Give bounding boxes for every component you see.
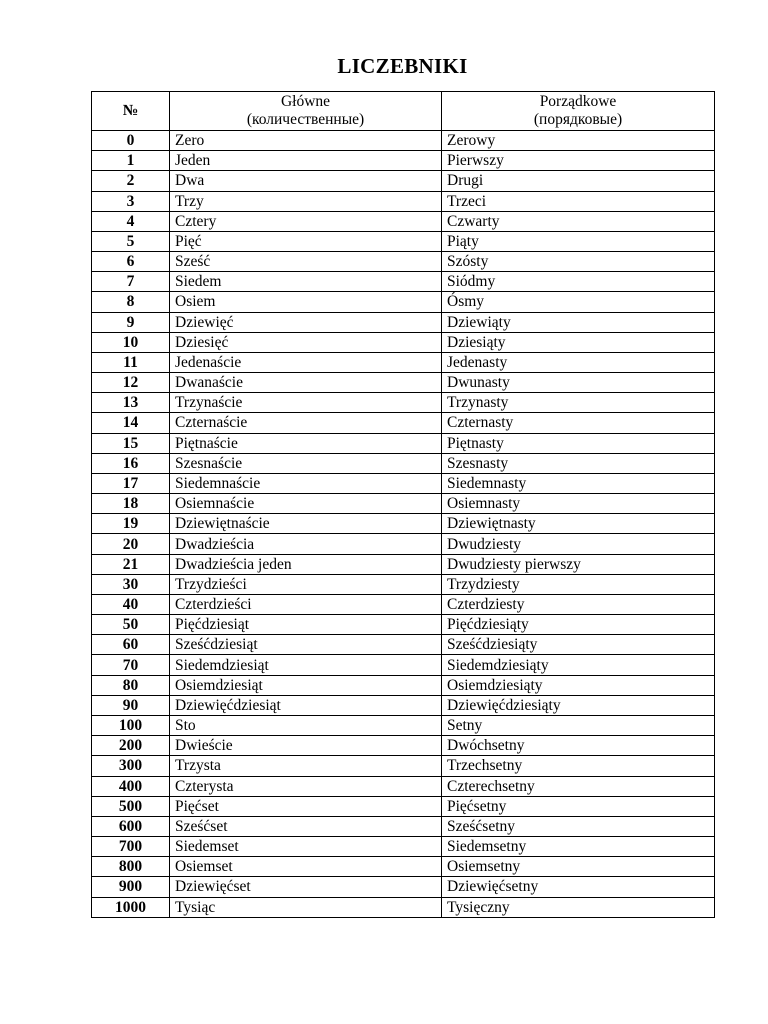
cardinal-cell: Dziewięćset [170,877,442,897]
ordinal-cell: Sześćdziesiąty [442,635,715,655]
table-row [92,433,715,453]
cardinal-cell: Sto [170,715,442,735]
ordinal-cell: Siódmy [442,272,715,292]
number-cell: 7 [92,272,170,292]
table-row [92,231,715,251]
ordinal-cell: Sześćsetny [442,816,715,836]
table-row [92,655,715,675]
cardinal-cell: Trzy [170,191,442,211]
cardinal-cell: Siedemnaście [170,473,442,493]
cardinal-cell: Szesnaście [170,453,442,473]
number-cell: 21 [92,554,170,574]
number-cell: 12 [92,373,170,393]
number-cell: 100 [92,715,170,735]
table-row [92,494,715,514]
ordinal-cell: Osiemdziesiąty [442,675,715,695]
table-row [92,252,715,272]
table-body [92,131,715,918]
table-row [92,453,715,473]
ordinal-cell: Pięćsetny [442,796,715,816]
number-cell: 20 [92,534,170,554]
table-row [92,514,715,534]
ordinal-cell: Dziewięćdziesiąty [442,695,715,715]
table-row [92,312,715,332]
cardinal-cell: Dwieście [170,736,442,756]
ordinal-cell: Szesnasty [442,453,715,473]
column-header-ordinal [442,92,715,131]
number-cell: 50 [92,615,170,635]
number-cell: 1000 [92,897,170,917]
number-cell: 300 [92,756,170,776]
number-cell: 19 [92,514,170,534]
number-cell: 40 [92,594,170,614]
cardinal-cell: Dziewięć [170,312,442,332]
table-row [92,756,715,776]
cardinal-cell: Czterdzieści [170,594,442,614]
column-header-cardinal-russian: (количественные) [246,111,365,128]
ordinal-cell: Dwudziesty [442,534,715,554]
table-row [92,151,715,171]
ordinal-cell: Czwarty [442,211,715,231]
cardinal-cell: Sześćset [170,816,442,836]
ordinal-cell: Siedemdziesiąty [442,655,715,675]
column-header-number: № [92,92,170,131]
table-row [92,736,715,756]
cardinal-cell: Dwanaście [170,373,442,393]
ordinal-cell: Trzydziesty [442,574,715,594]
table-row [92,171,715,191]
table-row [92,615,715,635]
ordinal-cell: Czterechsetny [442,776,715,796]
number-cell: 3 [92,191,170,211]
number-cell: 4 [92,211,170,231]
cardinal-cell: Pięćset [170,796,442,816]
column-header-ordinal-russian: (порядковые) [533,111,623,128]
cardinal-cell: Sześć [170,252,442,272]
table-row [92,473,715,493]
cardinal-cell: Cztery [170,211,442,231]
ordinal-cell: Piąty [442,231,715,251]
ordinal-cell: Trzeci [442,191,715,211]
ordinal-cell: Siedemsetny [442,837,715,857]
cardinal-cell: Tysiąc [170,897,442,917]
cardinal-cell: Osiemdziesiąt [170,675,442,695]
number-cell: 500 [92,796,170,816]
table-row [92,554,715,574]
number-cell: 15 [92,433,170,453]
number-cell: 18 [92,494,170,514]
number-cell: 600 [92,816,170,836]
table-row [92,292,715,312]
cardinal-cell: Trzydzieści [170,574,442,594]
ordinal-cell: Trzechsetny [442,756,715,776]
ordinal-cell: Dziewięćsetny [442,877,715,897]
number-cell: 900 [92,877,170,897]
column-header-cardinal [170,92,442,131]
number-cell: 9 [92,312,170,332]
ordinal-cell: Trzynasty [442,393,715,413]
number-cell: 60 [92,635,170,655]
ordinal-cell: Siedemnasty [442,473,715,493]
table-row [92,534,715,554]
cardinal-cell: Trzysta [170,756,442,776]
ordinal-cell: Tysięczny [442,897,715,917]
table-row [92,816,715,836]
table-row [92,393,715,413]
cardinal-cell: Jeden [170,151,442,171]
cardinal-cell: Siedemset [170,837,442,857]
ordinal-cell: Ósmy [442,292,715,312]
cardinal-cell: Dziewięćdziesiąt [170,695,442,715]
cardinal-cell: Trzynaście [170,393,442,413]
number-cell: 11 [92,352,170,372]
cardinal-cell: Dziesięć [170,332,442,352]
ordinal-cell: Dwudziesty pierwszy [442,554,715,574]
number-cell: 16 [92,453,170,473]
number-cell: 30 [92,574,170,594]
table-row [92,352,715,372]
table-row [92,695,715,715]
cardinal-cell: Jedenaście [170,352,442,372]
cardinal-cell: Dwadzieścia jeden [170,554,442,574]
number-cell: 2 [92,171,170,191]
table-row [92,272,715,292]
table-row [92,211,715,231]
cardinal-cell: Siedem [170,272,442,292]
page-title: LICZEBNIKI [337,54,468,78]
table-row [92,776,715,796]
table-row [92,796,715,816]
table-row [92,373,715,393]
ordinal-cell: Setny [442,715,715,735]
ordinal-cell: Drugi [442,171,715,191]
cardinal-cell: Dwa [170,171,442,191]
table-header-row [92,92,715,131]
ordinal-cell: Dziewiętnasty [442,514,715,534]
number-cell: 800 [92,857,170,877]
table-row [92,715,715,735]
number-cell: 80 [92,675,170,695]
cardinal-cell: Pięćdziesiąt [170,615,442,635]
number-cell: 8 [92,292,170,312]
ordinal-cell: Osiemsetny [442,857,715,877]
ordinal-cell: Pięćdziesiąty [442,615,715,635]
number-cell: 17 [92,473,170,493]
number-cell: 10 [92,332,170,352]
table-row [92,574,715,594]
ordinal-cell: Jedenasty [442,352,715,372]
cardinal-cell: Zero [170,131,442,151]
cardinal-cell: Piętnaście [170,433,442,453]
table-row [92,131,715,151]
ordinal-cell: Dziesiąty [442,332,715,352]
ordinal-cell: Pierwszy [442,151,715,171]
ordinal-cell: Dwóchsetny [442,736,715,756]
table-row [92,332,715,352]
table-row [92,897,715,917]
number-cell: 200 [92,736,170,756]
column-header-ordinal-polish: Porządkowe [539,93,617,110]
cardinal-cell: Dwadzieścia [170,534,442,554]
ordinal-cell: Dziewiąty [442,312,715,332]
ordinal-cell: Osiemnasty [442,494,715,514]
cardinal-cell: Osiemset [170,857,442,877]
cardinal-cell: Czterysta [170,776,442,796]
ordinal-cell: Zerowy [442,131,715,151]
cardinal-cell: Siedemdziesiąt [170,655,442,675]
number-cell: 0 [92,131,170,151]
table-row [92,413,715,433]
ordinal-cell: Dwunasty [442,373,715,393]
table-row [92,857,715,877]
number-cell: 700 [92,837,170,857]
number-cell: 70 [92,655,170,675]
cardinal-cell: Sześćdziesiąt [170,635,442,655]
number-cell: 13 [92,393,170,413]
number-cell: 400 [92,776,170,796]
numerals-table [91,91,715,918]
cardinal-cell: Osiemnaście [170,494,442,514]
number-cell: 6 [92,252,170,272]
number-cell: 14 [92,413,170,433]
cardinal-cell: Dziewiętnaście [170,514,442,534]
table-row [92,837,715,857]
table-row [92,877,715,897]
number-cell: 1 [92,151,170,171]
number-cell: 5 [92,231,170,251]
cardinal-cell: Osiem [170,292,442,312]
ordinal-cell: Piętnasty [442,433,715,453]
cardinal-cell: Czternaście [170,413,442,433]
ordinal-cell: Szósty [442,252,715,272]
table-row [92,594,715,614]
ordinal-cell: Czternasty [442,413,715,433]
table-row [92,635,715,655]
cardinal-cell: Pięć [170,231,442,251]
ordinal-cell: Czterdziesty [442,594,715,614]
number-cell: 90 [92,695,170,715]
column-header-cardinal-polish: Główne [280,93,331,110]
table-row [92,675,715,695]
table-row [92,191,715,211]
